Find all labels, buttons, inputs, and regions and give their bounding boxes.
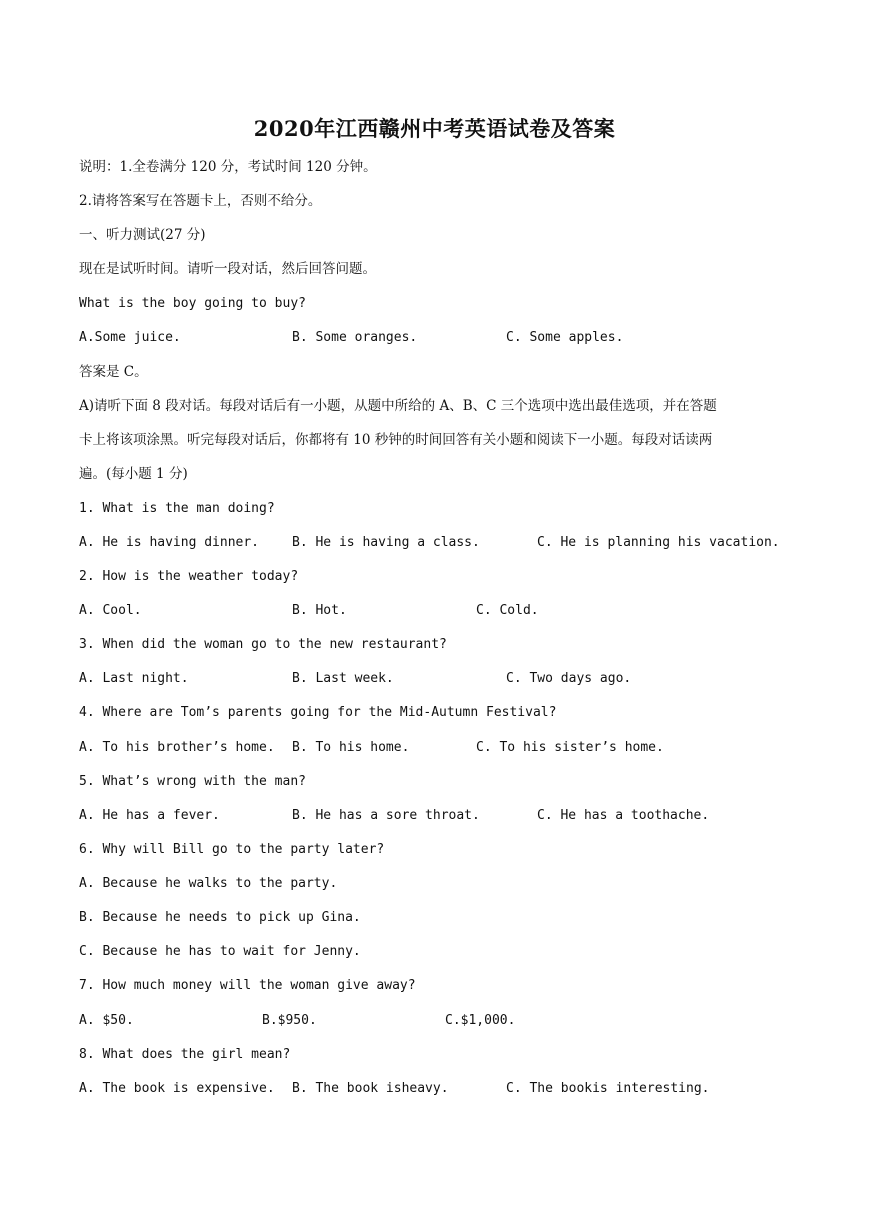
- question-5: 5. What’s wrong with the man?: [79, 774, 306, 789]
- q5-option-c: C. He has a toothache.: [537, 808, 710, 823]
- question-3: 3. When did the woman go to the new restaurant?: [79, 637, 447, 652]
- q3-option-c: C. Two days ago.: [506, 671, 632, 686]
- partA-instructions-3: 遍。(每小题 1 分): [79, 466, 188, 482]
- partA-instructions-1: A)请听下面 8 段对话。每段对话后有一小题，从题中所给的 A、B、C 三个选项中选出最佳选项，并在答题: [79, 398, 717, 414]
- question-7: 7. How much money will the woman give away?: [79, 978, 416, 993]
- q2-option-c: C. Cold.: [476, 603, 539, 618]
- q8-option-b: B. The book isheavy.: [292, 1081, 449, 1096]
- q7-option-b: B.$950.: [262, 1013, 317, 1028]
- sample-option-c: C. Some apples.: [506, 330, 624, 345]
- question-6: 6. Why will Bill go to the party later?: [79, 842, 385, 857]
- partA-instructions-2: 卡上将该项涂黑。听完每段对话后，你都将有 10 秒钟的时间回答有关小题和阅读下一小题。每段对话读两: [79, 432, 713, 448]
- sample-option-a: A.Some juice.: [79, 330, 181, 345]
- q3-option-a: A. Last night.: [79, 671, 189, 686]
- question-4: 4. Where are Tom’s parents going for the Mid-Autumn Festival?: [79, 705, 557, 720]
- question-8: 8. What does the girl mean?: [79, 1047, 291, 1062]
- q6-option-c: C. Because he has to wait for Jenny.: [79, 944, 361, 959]
- q8-option-c: C. The bookis interesting.: [506, 1081, 710, 1096]
- q7-option-c: C.$1,000.: [445, 1013, 516, 1028]
- q1-option-b: B. He is having a class.: [292, 535, 480, 550]
- sample-intro: 现在是试听时间。请听一段对话，然后回答问题。: [79, 261, 376, 277]
- note-line-1: 说明：1.全卷满分 120 分，考试时间 120 分钟。: [79, 159, 377, 175]
- q6-option-a: A. Because he walks to the party.: [79, 876, 338, 891]
- q2-option-b: B. Hot.: [292, 603, 347, 618]
- q1-option-c: C. He is planning his vacation.: [537, 535, 780, 550]
- question-2: 2. How is the weather today?: [79, 569, 299, 584]
- section-heading: 一、听力测试(27 分): [79, 227, 206, 243]
- q1-option-a: A. He is having dinner.: [79, 535, 260, 550]
- sample-answer: 答案是 C。: [79, 364, 148, 380]
- sample-question: What is the boy going to buy?: [79, 296, 306, 311]
- q5-option-b: B. He has a sore throat.: [292, 808, 480, 823]
- q8-option-a: A. The book is expensive.: [79, 1081, 275, 1096]
- sample-option-b: B. Some oranges.: [292, 330, 418, 345]
- q7-option-a: A. $50.: [79, 1013, 134, 1028]
- question-1: 1. What is the man doing?: [79, 501, 275, 516]
- page-title: 2020年江西赣州中考英语试卷及答案: [253, 116, 616, 141]
- q4-option-a: A. To his brother’s home.: [79, 740, 275, 755]
- q6-option-b: B. Because he needs to pick up Gina.: [79, 910, 361, 925]
- note-line-2: 2.请将答案写在答题卡上，否则不给分。: [79, 193, 322, 209]
- q4-option-c: C. To his sister’s home.: [476, 740, 664, 755]
- q5-option-a: A. He has a fever.: [79, 808, 220, 823]
- q3-option-b: B. Last week.: [292, 671, 394, 686]
- q4-option-b: B. To his home.: [292, 740, 410, 755]
- q2-option-a: A. Cool.: [79, 603, 142, 618]
